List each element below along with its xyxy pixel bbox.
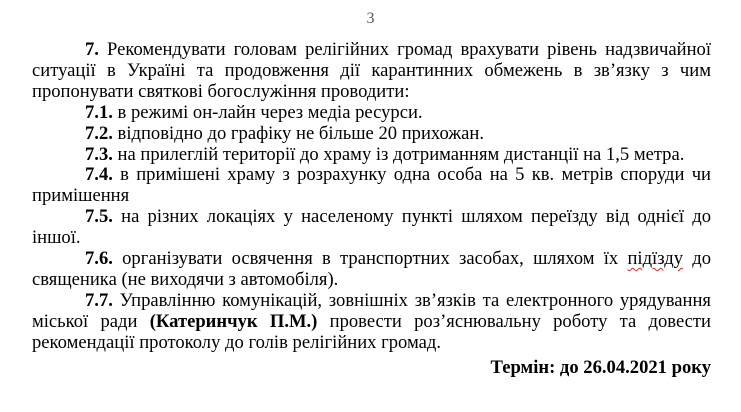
item-text: Рекомендувати головам релігійних громад врахувати рівень надзвичайної ситуації в Україні та продовження дії карантинних обмежень в зв’язку з чим пропонувати святкові богослужіння проводити: — [32, 39, 711, 102]
document-body — [32, 40, 711, 379]
item-number: 7. — [85, 39, 99, 60]
item-text-continued: провести роз’яснювальну роботу та довести рекомендації протоколу до голів релігійних громад. — [32, 310, 711, 353]
item-text: організувати освячення в транспортних засобах, шляхом їх — [112, 248, 628, 270]
item-text: на різних локаціях у населеному пункті шляхом переїзду від однієї до іншої. — [32, 206, 711, 249]
item-text: в режимі он-лайн через медіа ресурси. — [112, 101, 423, 123]
item-7 — [32, 40, 711, 103]
misspelled-word: підїзду — [627, 248, 683, 270]
item-text: Управлінню комунікацій, зовнішніх зв’язків та електронного урядування міської ради — [32, 289, 711, 332]
item-number: 7.1. — [85, 101, 113, 123]
item-7-4 — [32, 165, 711, 207]
item-text-continued: до священика (не виходячи з автомобіля). — [32, 248, 712, 290]
item-7-1 — [32, 103, 711, 124]
item-text: на прилеглій території до храму із дотриманням дистанції на 1,5 метра. — [112, 143, 685, 165]
item-7-5 — [32, 207, 711, 249]
item-number: 7.4. — [85, 164, 113, 186]
item-7-6 — [32, 249, 711, 291]
page-number: 3 — [366, 10, 375, 27]
item-7-3 — [32, 145, 711, 166]
responsible-person: (Катеринчук П.М.) — [149, 310, 318, 332]
item-number: 7.7. — [85, 289, 113, 311]
item-number: 7.2. — [85, 122, 113, 144]
item-number: 7.5. — [85, 206, 113, 228]
item-number: 7.3. — [85, 143, 113, 165]
item-number: 7.6. — [85, 248, 113, 270]
deadline: Термін: до 26.04.2021 року — [490, 356, 711, 378]
item-7-2 — [32, 124, 711, 145]
item-text: відповідно до графіку не більше 20 прихожан. — [112, 122, 485, 144]
item-text: в примішені храму з розрахунку одна особа на 5 кв. метрів споруди чи примішення — [32, 164, 711, 207]
item-7-7 — [32, 291, 711, 354]
